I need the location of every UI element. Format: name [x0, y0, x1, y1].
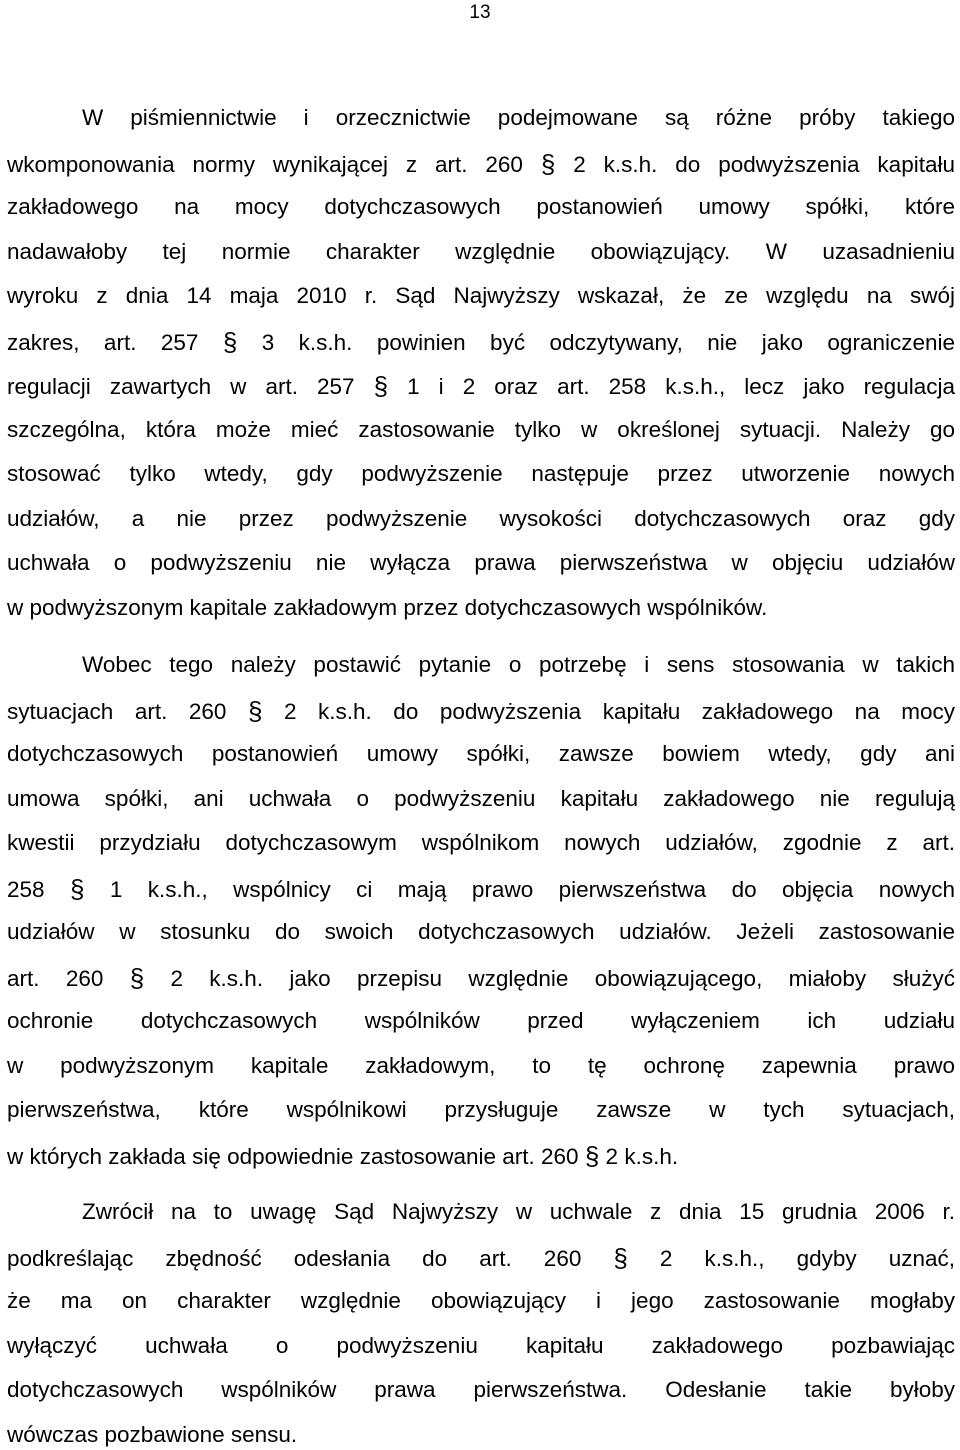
- text-line: art. 260 § 2 k.s.h. jako przepisu względnie obowiązującego, miałoby służyć: [7, 962, 955, 993]
- section-sign: §: [129, 962, 145, 993]
- section-sign: §: [540, 148, 556, 179]
- text-line: szczególna, która może mieć zastosowanie tylko w określonej sytuacji. Należy go: [7, 416, 955, 442]
- text-line: udziałów, a nie przez podwyższenie wysokości dotychczasowych oraz gdy: [7, 505, 955, 531]
- text-line: zakres, art. 257 § 3 k.s.h. powinien być odczytywany, nie jako ograniczenie: [7, 326, 956, 357]
- text-line: wówczas pozbawione sensu.: [7, 1421, 298, 1447]
- text-line: podkreślając zbędność odesłania do art. 260 § 2 k.s.h., gdyby uznać,: [7, 1242, 955, 1273]
- text-line: 258 § 1 k.s.h., wspólnicy ci mają prawo pierwszeństwa do objęcia nowych: [7, 873, 955, 904]
- text-line: dotychczasowych postanowień umowy spółki, zawsze bowiem wtedy, gdy ani: [7, 741, 955, 766]
- text-line: kwestii przydziału dotychczasowym wspólnikom nowych udziałów, zgodnie z art.: [7, 830, 955, 855]
- section-sign: §: [69, 873, 85, 904]
- text-line: stosować tylko wtedy, gdy podwyższenie następuje przez utworzenie nowych: [7, 461, 955, 486]
- text-line: wkomponowania normy wynikającej z art. 260 § 2 k.s.h. do podwyższenia kapitału: [7, 148, 955, 179]
- text-line: umowa spółki, ani uchwała o podwyższeniu kapitału zakładowego nie regulują: [7, 785, 955, 811]
- text-line: Wobec tego należy postawić pytanie o potrzebę i sens stosowania w takich: [82, 652, 955, 677]
- text-line: w podwyższonym kapitale zakładowym, to tę ochronę zapewnia prawo: [7, 1052, 955, 1078]
- text-line: nadawałoby tej normie charakter względnie obowiązujący. W uzasadnieniu: [7, 238, 955, 264]
- section-sign: §: [247, 695, 263, 726]
- text-line: pierwszeństwa, które wspólnikowi przysługuje zawsze w tych sytuacjach,: [7, 1097, 955, 1122]
- text-line: ochronie dotychczasowych wspólników przed wyłączeniem ich udziału: [7, 1008, 955, 1033]
- text-line: Zwrócił na to uwagę Sąd Najwyższy w uchwale z dnia 15 grudnia 2006 r.: [82, 1199, 955, 1224]
- text-line: uchwała o podwyższeniu nie wyłącza prawa pierwszeństwa w objęciu udziałów: [7, 550, 955, 575]
- text-line: że ma on charakter względnie obowiązujący i jego zastosowanie mogłaby: [7, 1288, 955, 1313]
- section-sign: §: [613, 1242, 628, 1273]
- text-line: sytuacjach art. 260 § 2 k.s.h. do podwyższenia kapitału zakładowego na mocy: [7, 695, 955, 726]
- text-line: wyroku z dnia 14 maja 2010 r. Sąd Najwyższy wskazał, że ze względu na swój: [7, 283, 955, 308]
- text-line: w podwyższonym kapitale zakładowym przez dotychczasowych wspólników.: [7, 594, 768, 620]
- text-line: zakładowego na mocy dotychczasowych postanowień umowy spółki, które: [7, 194, 955, 219]
- text-line: wyłączyć uchwała o podwyższeniu kapitału zakładowego pozbawiając: [7, 1332, 955, 1358]
- section-sign: §: [584, 1140, 600, 1171]
- text-line: udziałów w stosunku do swoich dotychczasowych udziałów. Jeżeli zastosowanie: [7, 919, 955, 944]
- section-sign: §: [222, 326, 238, 357]
- section-sign: §: [373, 371, 389, 401]
- text-line: regulacji zawartych w art. 257 § 1 i 2 oraz art. 258 k.s.h., lecz jako regulacja: [7, 371, 955, 401]
- text-line: w których zakłada się odpowiednie zastosowanie art. 260 § 2 k.s.h.: [7, 1140, 679, 1171]
- page-number: 13: [469, 2, 491, 23]
- text-line: W piśmiennictwie i orzecznictwie podejmowane są różne próby takiego: [82, 105, 955, 130]
- text-line: dotychczasowych wspólników prawa pierwszeństwa. Odesłanie takie byłoby: [7, 1377, 955, 1402]
